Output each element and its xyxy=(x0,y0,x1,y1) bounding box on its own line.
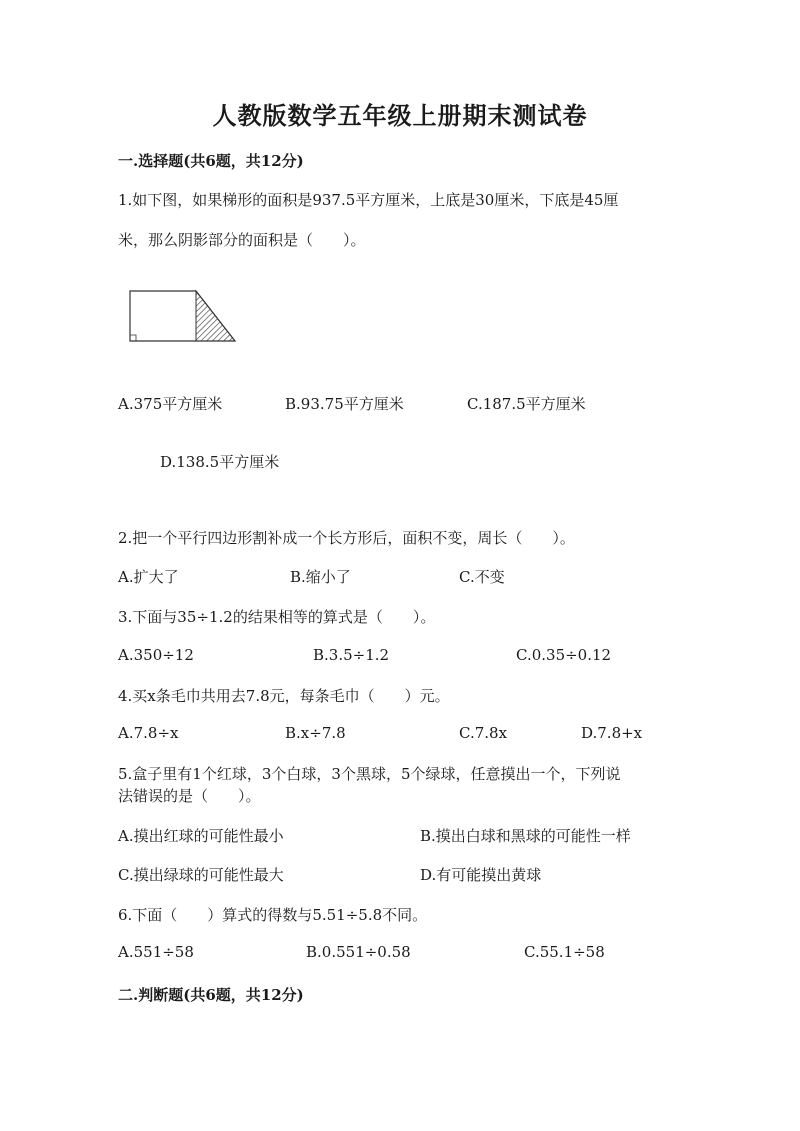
q5-option-d: D.有可能摸出黄球 xyxy=(420,866,542,884)
question-2: 2.把一个平行四边形割补成一个长方形后，面积不变，周长（ ）。 xyxy=(118,529,575,547)
q1-option-c: C.187.5平方厘米 xyxy=(467,395,586,413)
q4-option-c: C.7.8x xyxy=(459,724,508,742)
q1-option-a: A.375平方厘米 xyxy=(118,395,223,413)
q6-option-b: B.0.551÷0.58 xyxy=(306,943,411,961)
question-5-line-2: 法错误的是（ ）。 xyxy=(118,787,261,805)
q4-option-a: A.7.8÷x xyxy=(118,724,179,742)
q2-option-a: A.扩大了 xyxy=(118,568,179,586)
question-6: 6.下面（ ）算式的得数与5.51÷5.8不同。 xyxy=(118,906,428,924)
page-title: 人教版数学五年级上册期末测试卷 xyxy=(212,101,588,130)
q6-option-a: A.551÷58 xyxy=(118,943,194,961)
q2-option-c: C.不变 xyxy=(459,568,505,586)
question-5-line-1: 5.盒子里有1个红球，3个白球，3个黑球，5个绿球，任意摸出一个，下列说 xyxy=(118,765,621,783)
q3-option-a: A.350÷12 xyxy=(118,646,194,664)
q5-option-a: A.摸出红球的可能性最小 xyxy=(118,827,284,845)
q2-option-b: B.缩小了 xyxy=(290,568,351,586)
section-heading-choice: 一.选择题(共6题，共12分) xyxy=(118,152,304,170)
q4-option-b: B.x÷7.8 xyxy=(285,724,346,742)
question-1-line-2: 米，那么阴影部分的面积是（ ）。 xyxy=(118,231,366,249)
q5-option-c: C.摸出绿球的可能性最大 xyxy=(118,866,284,884)
right-angle-mark xyxy=(130,335,136,341)
question-3: 3.下面与35÷1.2的结果相等的算式是（ ）。 xyxy=(118,608,436,626)
trapezoid-figure xyxy=(128,289,238,349)
question-4: 4.买x条毛巾共用去7.8元，每条毛巾（ ）元。 xyxy=(118,687,450,705)
q3-option-c: C.0.35÷0.12 xyxy=(516,646,612,664)
q5-option-b: B.摸出白球和黑球的可能性一样 xyxy=(420,827,631,845)
section-heading-judgment: 二.判断题(共6题，共12分) xyxy=(118,986,304,1004)
q1-option-b: B.93.75平方厘米 xyxy=(285,395,404,413)
q3-option-b: B.3.5÷1.2 xyxy=(313,646,390,664)
q4-option-d: D.7.8+x xyxy=(581,724,643,742)
q6-option-c: C.55.1÷58 xyxy=(524,943,605,961)
question-1-line-1: 1.如下图，如果梯形的面积是937.5平方厘米，上底是30厘米，下底是45厘 xyxy=(118,191,619,209)
q1-option-d: D.138.5平方厘米 xyxy=(160,453,280,471)
